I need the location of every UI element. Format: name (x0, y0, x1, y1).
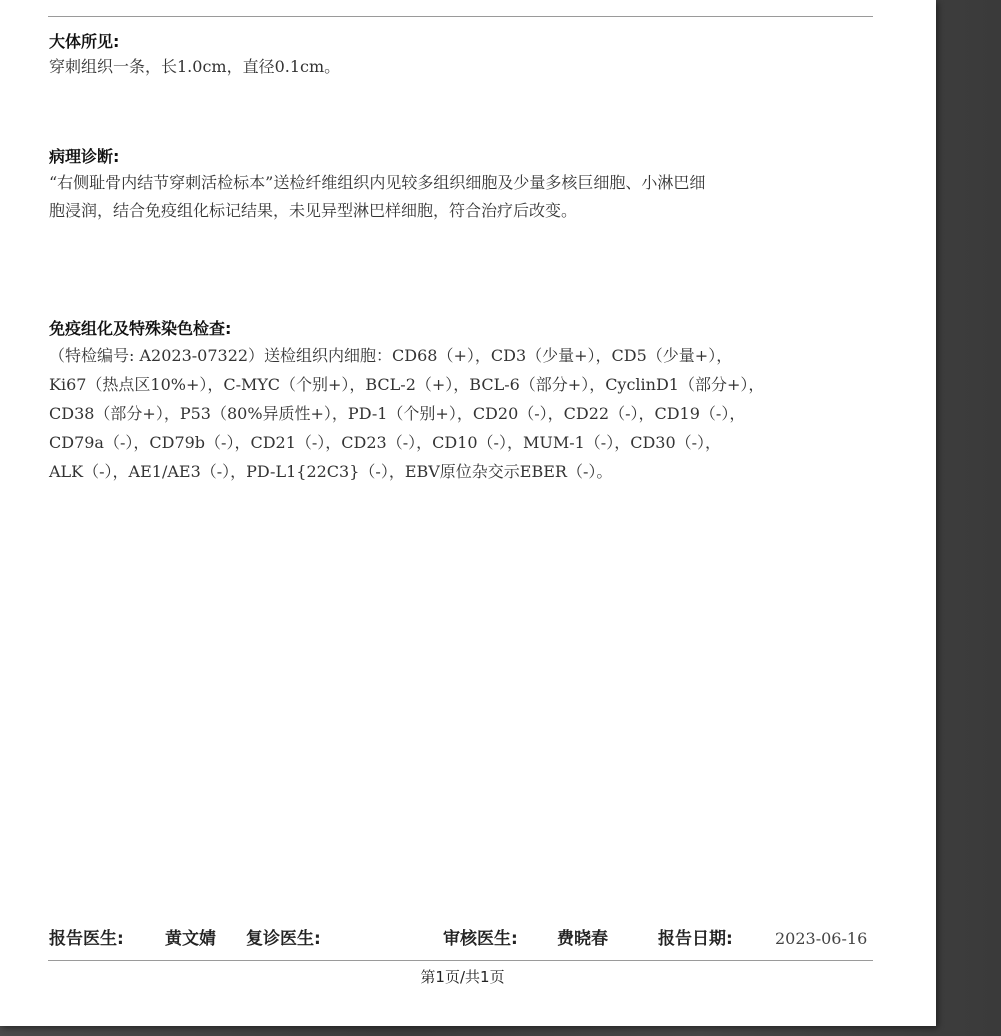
review-doctor-label: 复诊医生: (246, 929, 321, 949)
gross-text: 穿刺组织一条，长1.0cm，直径0.1cm。 (49, 57, 341, 76)
top-divider (48, 16, 873, 17)
ihc-text (49, 341, 874, 486)
ihc-line: CD79a（-），CD79b（-），CD21（-），CD23（-），CD10（-），MUM-1（-），CD30（-）， (49, 433, 722, 452)
diagnosis-text (49, 169, 874, 225)
ihc-line: CD38（部分+），P53（80%异质性+），PD-1（个别+），CD20（-），CD22（-），CD19（-）， (49, 404, 746, 423)
ihc-section (49, 317, 874, 486)
ihc-line: Ki67（热点区10%+），C-MYC（个别+），BCL-2（+），BCL-6（部分+），CyclinD1（部分+）， (49, 375, 765, 394)
signature-footer (49, 926, 874, 952)
diagnosis-section (49, 145, 874, 225)
report-date-value: 2023-06-16 (775, 929, 868, 948)
audit-doctor-label: 审核医生: (443, 929, 518, 949)
diagnosis-line: “右侧耻骨内结节穿刺活检标本”送检纤维组织内见较多组织细胞及少量多核巨细胞、小淋巴细 (49, 173, 706, 192)
gross-section (49, 30, 874, 80)
page-number: 第1页/共1页 (420, 968, 505, 986)
report-date-label: 报告日期: (658, 929, 733, 949)
diagnosis-line: 胞浸润，结合免疫组化标记结果，未见异型淋巴样细胞，符合治疗后改变。 (49, 201, 578, 220)
audit-doctor-name: 费晓春 (557, 929, 608, 949)
diagnosis-title: 病理诊断: (49, 147, 120, 166)
ihc-line: ALK（-），AE1/AE3（-），PD-L1{22C3}（-），EBV原位杂交示EBER（-）。 (49, 462, 613, 481)
gross-title: 大体所见: (49, 32, 120, 51)
ihc-title: 免疫组化及特殊染色检查: (49, 319, 232, 338)
report-doctor-name: 黄文婧 (165, 929, 216, 949)
bottom-divider (48, 960, 873, 961)
report-doctor-label: 报告医生: (49, 929, 124, 949)
ihc-line: （特检编号: A2023-07322）送检组织内细胞：CD68（+），CD3（少量+），CD5（少量+）， (49, 346, 733, 365)
